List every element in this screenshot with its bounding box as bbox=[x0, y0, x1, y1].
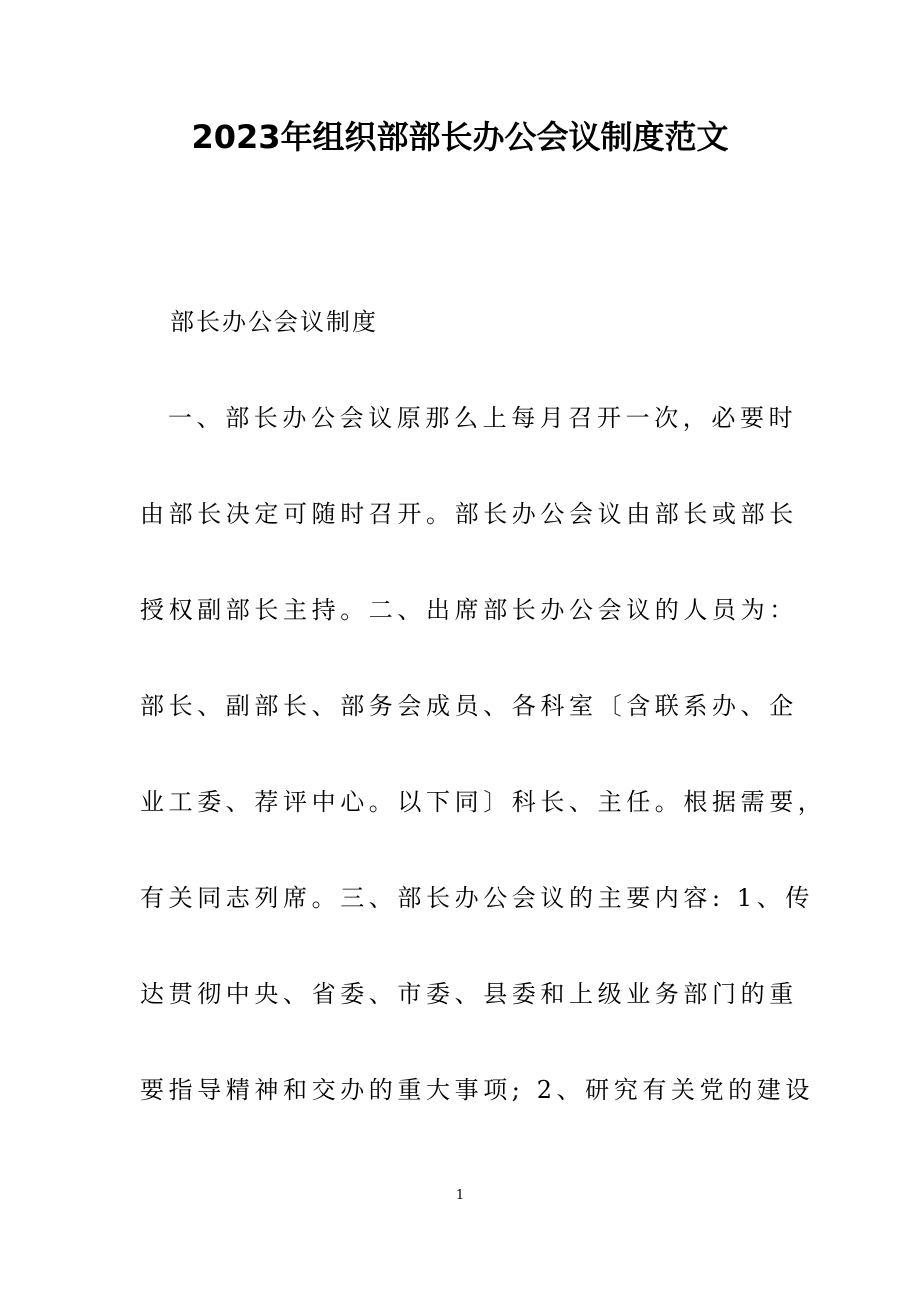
document-title: 2023年组织部部长办公会议制度范文 bbox=[191, 118, 729, 156]
body-line: 达贯彻中央、省委、市委、县委和上级业务部门的重 bbox=[140, 980, 798, 1008]
body-line: 有关同志列席。三、部长办公会议的主要内容: 1、传 bbox=[140, 884, 814, 912]
body-line: 一、部长办公会议原那么上每月召开一次，必要时 bbox=[168, 404, 798, 432]
section-heading: 部长办公会议制度 bbox=[170, 308, 378, 336]
body-line: 授权副部长主持。二、出席部长办公会议的人员为： bbox=[140, 596, 798, 624]
page-number: 1 bbox=[455, 1188, 465, 1203]
body-line: 部长、副部长、部务会成员、各科室〔含联系办、企 bbox=[140, 692, 798, 720]
body-text bbox=[140, 396, 827, 1164]
body-line: 要指导精神和交办的重大事项; 2、研究有关党的建设 bbox=[140, 1076, 814, 1104]
body-line: 业工委、荐评中心。以下同〕科长、主任。根据需要， bbox=[140, 788, 827, 816]
body-line: 由部长决定可随时召开。部长办公会议由部长或部长 bbox=[140, 500, 798, 528]
